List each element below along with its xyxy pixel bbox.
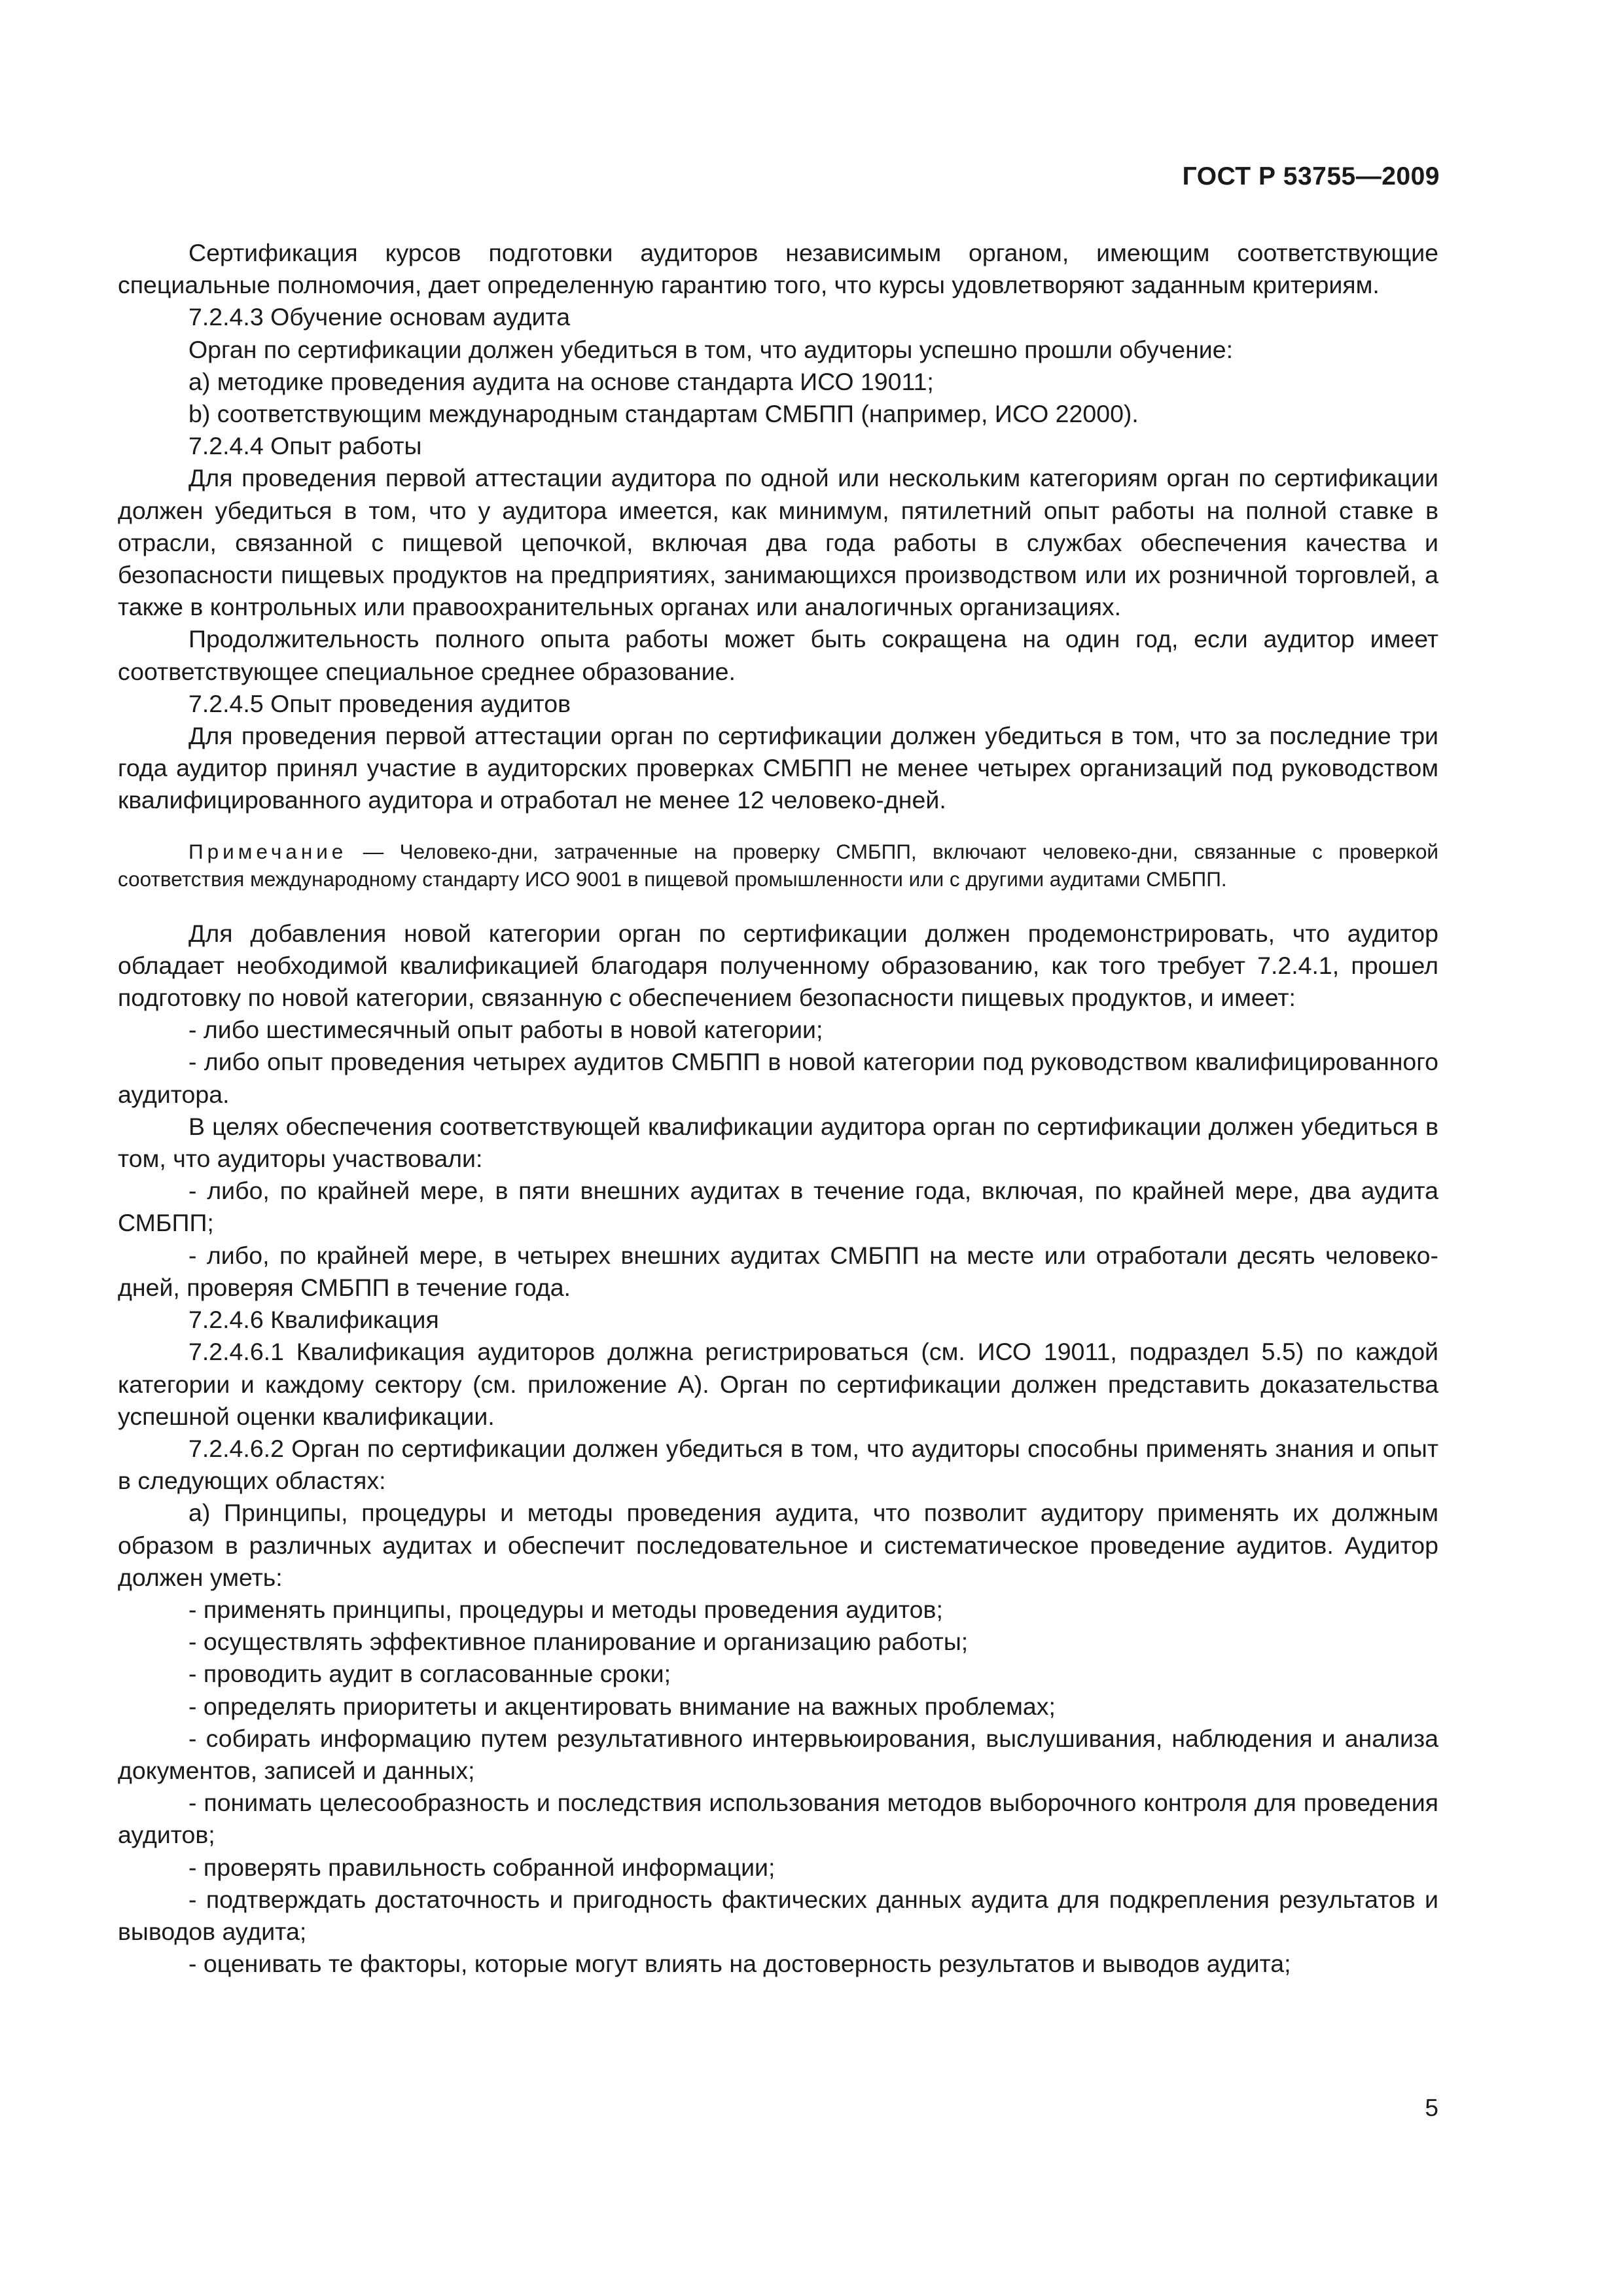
note [118,838,1438,893]
list-item: - либо, по крайней мере, в пяти внешних аудитах в течение года, включая, по крайней мере, два аудита СМБПП; [118,1177,1438,1237]
list-item: - либо опыт проведения четырех аудитов СМБПП в новой категории под руководством квалифицированного аудитора. [118,1048,1438,1108]
list-item: а) методике проведения аудита на основе стандарта ИСО 19011; [188,367,934,395]
list-item: - проверять правильность собранной информации; [188,1853,776,1881]
section-heading: 7.2.4.4 Опыт работы [188,432,422,460]
paragraph: 7.2.4.6.2 Орган по сертификации должен убедиться в том, что аудиторы способны применять знания и опыт в следующих областях: [118,1434,1438,1495]
section-heading: 7.2.4.6 Квалификация [188,1306,439,1334]
list-item: - осуществлять эффективное планирование и организацию работы; [188,1628,969,1656]
page-number: 5 [1425,2094,1438,2121]
section-heading: 7.2.4.3 Обучение основам аудита [188,303,571,331]
document-header: ГОСТ Р 53755—2009 [1182,162,1440,190]
list-item: b) соответствующим международным стандартам СМБПП (например, ИСО 22000). [188,400,1139,428]
paragraph: Орган по сертификации должен убедиться в том, что аудиторы успешно прошли обучение: [188,335,1234,363]
list-item: - применять принципы, процедуры и методы проведения аудитов; [188,1595,943,1623]
document-body [118,237,1438,1980]
list-item: - понимать целесообразность и последствия использования методов выборочного контроля для проведения аудитов; [118,1789,1438,1849]
paragraph: Продолжительность полного опыта работы может быть сокращена на один год, если аудитор имеет соответствующее специальное среднее образование. [118,625,1438,685]
paragraph: а) Принципы, процедуры и методы проведения аудита, что позволит аудитору применять их должным образом в различных аудитах и обеспечит последовательное и систематическое проведение аудитов. Аудитор должен уметь: [118,1499,1438,1591]
paragraph: Для проведения первой аттестации аудитора по одной или нескольким категориям орган по сертификации должен убедиться в том, что у аудитора имеется, как минимум, пятилетний опыт работы на полной ставке в отрасли, связанной с пищевой цепочкой, включая два года работы в службах обеспечения качества и безопасности пищевых продуктов на предприятиях, занимающихся производством или их розничной торговлей, а также в контрольных или правоохранительных органах или аналогичных организациях. [118,464,1438,621]
paragraph: Для проведения первой аттестации орган по сертификации должен убедиться в том, что за последние три года аудитор принял участие в аудиторских проверках СМБПП не менее четырех организаций под руководством квалифицированного аудитора и отработал не менее 12 человеко-дней. [118,722,1438,814]
note-text: — Человеко-дни, затраченные на проверку СМБПП, включают человеко-дни, связанные с проверкой соответствия международному стандарту ИСО 9001 в пищевой промышленности или с другими аудитами СМБПП. [118,839,1438,891]
list-item: - либо шестимесячный опыт работы в новой категории; [188,1016,823,1044]
paragraph: Для добавления новой категории орган по сертификации должен продемонстрировать, что аудитор обладает необходимой квалификацией благодаря полученному образованию, как того требует 7.2.4.1, прошел подготовку по новой категории, связанную с обеспечением безопасности пищевых продуктов, и имеет: [118,919,1438,1012]
paragraph: Сертификация курсов подготовки аудиторов независимым органом, имеющим соответствующие специальные полномочия, дает определенную гарантию того, что курсы удовлетворяют заданным критериям. [118,239,1438,299]
paragraph: 7.2.4.6.1 Квалификация аудиторов должна регистрироваться (см. ИСО 19011, подраздел 5.5) по каждой категории и каждому сектору (см. приложение А). Орган по сертификации должен представить доказательства успешной оценки квалификации. [118,1338,1438,1430]
note-label: Примечание [188,839,348,863]
paragraph: В целях обеспечения соответствующей квалификации аудитора орган по сертификации должен убедиться в том, что аудиторы участвовали: [118,1112,1438,1173]
list-item: - подтверждать достаточность и пригодность фактических данных аудита для подкрепления результатов и выводов аудита; [118,1885,1438,1945]
list-item: - либо, по крайней мере, в четырех внешних аудитах СМБПП на месте или отработали десять человеко-дней, проверяя СМБПП в течение года. [118,1241,1438,1301]
list-item: - определять приоритеты и акцентировать внимание на важных проблемах; [188,1692,1056,1720]
list-item: - собирать информацию путем результативного интервьюирования, выслушивания, наблюдения и анализа документов, записей и данных; [118,1724,1438,1784]
list-item: - проводить аудит в согласованные сроки; [188,1660,671,1688]
list-item: - оценивать те факторы, которые могут влиять на достоверность результатов и выводов аудита; [188,1950,1291,1978]
section-heading: 7.2.4.5 Опыт проведения аудитов [188,689,571,717]
